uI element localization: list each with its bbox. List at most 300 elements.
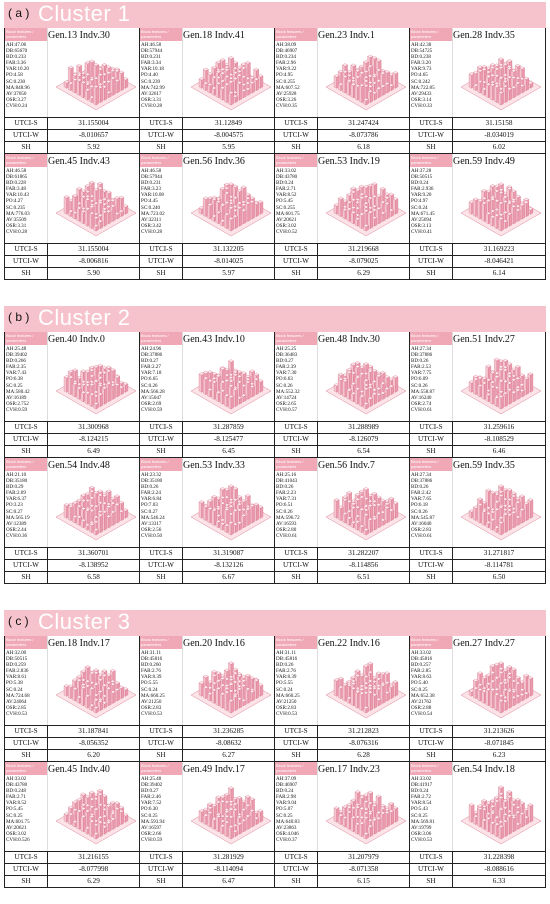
individual-cell: [410, 636, 545, 762]
sh-label: SH: [410, 268, 453, 279]
parameter-line: AV:32617: [141, 90, 162, 97]
parameter-line: AH:27.34: [411, 472, 432, 478]
parameter-line: VAR:7.75: [411, 370, 432, 377]
cell-top: [140, 28, 274, 117]
parameter-line: BD:0.266: [6, 358, 26, 365]
parameter-line: FAR:2.98: [276, 794, 296, 801]
utci-w-label: UTCI-W: [5, 560, 48, 571]
individual-cell: [140, 154, 275, 279]
sh-row: [410, 875, 545, 887]
parameter-line: FAR:2.35: [6, 364, 26, 371]
parameter-line: MA:660.25: [276, 692, 300, 699]
parameter-line: PO:6.65: [141, 376, 158, 383]
parameter-line: FAR:3.20: [411, 60, 431, 67]
block-model-illustration: [460, 46, 542, 114]
utci-w-label: UTCI-W: [275, 864, 318, 875]
parameter-title: Block features / parameters: [410, 762, 452, 775]
parameter-list: [275, 167, 317, 236]
individual-cell: [410, 762, 545, 887]
utci-w-label: UTCI-W: [140, 738, 183, 749]
parameter-line: PO:4.97: [411, 198, 428, 205]
parameter-line: FAR:2.27: [141, 364, 161, 371]
utci-s-label: UTCI-S: [140, 726, 183, 737]
cell-top: [5, 332, 139, 421]
individual-cell: [140, 636, 275, 762]
parameter-line: BD:0.24: [411, 788, 429, 795]
parameter-line: AV:16597: [141, 824, 162, 831]
cluster-header: [4, 306, 546, 332]
parameter-panel: [5, 762, 48, 851]
parameter-line: MA:580.42: [6, 388, 30, 395]
parameter-line: SC:0.24: [6, 686, 23, 693]
parameter-line: AV:35509: [6, 216, 27, 223]
parameter-line: BD:0.233: [6, 54, 26, 61]
parameter-line: OSR:3.42: [141, 222, 162, 229]
utci-w-value: -8.132126: [213, 561, 244, 569]
utci-w-value: -8.114856: [348, 561, 379, 569]
utci-w-value: -8.114094: [213, 865, 244, 873]
utci-s-value: 31.236285: [213, 727, 244, 735]
parameter-line: OSR:3.14: [411, 96, 432, 103]
utci-s-value: 31.155004: [78, 119, 109, 127]
parameter-line: BD:0.27: [141, 788, 159, 795]
parameter-line: VAR:8.39: [276, 674, 297, 681]
sh-label: SH: [275, 572, 318, 583]
parameter-line: AV:19799: [411, 824, 432, 831]
parameter-line: DB:39402: [6, 352, 28, 359]
grid-row: [5, 636, 545, 762]
cluster-tag: ( c ): [8, 614, 29, 628]
parameter-line: SC:0.27: [141, 508, 158, 515]
sh-value: 6.02: [492, 143, 506, 151]
sh-label: SH: [140, 876, 183, 887]
generation-label: Gen.45 Indv.43: [48, 156, 110, 167]
utci-w-label: UTCI-W: [410, 738, 453, 749]
sh-label: SH: [140, 572, 183, 583]
utci-s-value: 31.132205: [213, 245, 244, 253]
utci-s-label: UTCI-S: [5, 244, 48, 255]
parameter-line: AH:31.11: [276, 650, 297, 656]
parameter-line: CVH:0.28: [6, 228, 28, 235]
utci-w-row: [275, 433, 409, 445]
parameter-line: CVH:0.54: [411, 710, 433, 717]
parameter-title: Block features / parameters: [275, 458, 317, 471]
utci-w-label: UTCI-W: [275, 434, 318, 445]
utci-s-label: UTCI-S: [410, 118, 453, 129]
parameter-line: SC:0.235: [6, 204, 26, 211]
parameter-line: AH:32.00: [6, 650, 27, 656]
sh-row: [5, 267, 139, 279]
individual-cell: [410, 154, 545, 279]
parameter-line: DB:45816: [411, 656, 433, 663]
model-block: [228, 91, 233, 105]
parameter-line: CVH:0.59: [6, 406, 28, 413]
sh-label: SH: [140, 142, 183, 153]
block-model-illustration: [325, 350, 407, 418]
parameter-line: FAR:2.936: [411, 186, 434, 193]
utci-w-value: -8.071358: [348, 865, 379, 873]
sh-row: [140, 749, 274, 761]
parameter-line: MA:552.32: [276, 388, 300, 395]
parameter-line: AV:12389: [6, 520, 27, 527]
parameter-line: VAR:10.20: [6, 66, 29, 73]
sh-row: [275, 445, 409, 457]
individual-cell: [275, 28, 410, 154]
parameter-line: CVH:0.57: [276, 406, 298, 413]
utci-s-label: UTCI-S: [140, 548, 183, 559]
utci-s-row: [140, 243, 274, 255]
sh-value: 5.90: [87, 269, 100, 277]
grid-row: [5, 332, 545, 458]
utci-w-label: UTCI-W: [5, 738, 48, 749]
grid-row: [5, 28, 545, 154]
parameter-line: FAR:2.71: [6, 794, 26, 801]
grid-row: [5, 458, 545, 583]
parameter-line: PO:5.40: [411, 680, 428, 687]
parameter-line: PO:6.30: [141, 806, 158, 813]
utci-w-row: [275, 863, 409, 875]
model-block: [498, 699, 503, 713]
parameter-line: DB:54725: [411, 48, 433, 55]
parameter-line: DB:37886: [411, 478, 433, 485]
parameter-line: AH:23.32: [141, 472, 162, 478]
parameter-list: [410, 41, 452, 110]
utci-s-label: UTCI-S: [275, 852, 318, 863]
parameter-line: FAR:2.96: [276, 60, 296, 67]
block-model-illustration: [190, 476, 272, 544]
utci-s-row: [410, 243, 545, 255]
utci-w-row: [275, 255, 409, 267]
parameter-panel: [275, 636, 318, 725]
parameter-panel: [5, 154, 48, 243]
parameter-line: AV:13317: [141, 520, 162, 527]
parameter-line: VAR:7.65: [411, 496, 432, 503]
parameter-line: PO:4.45: [141, 198, 158, 205]
parameter-line: MA:671.45: [411, 210, 435, 217]
sh-value: 6.49: [87, 447, 100, 455]
model-block: [228, 521, 233, 535]
parameter-list: [275, 41, 317, 110]
generation-label: Gen.51 Indv.27: [453, 334, 515, 345]
utci-w-row: [5, 737, 139, 749]
parameter-line: CVH:0.50: [141, 532, 163, 539]
parameter-list: [140, 167, 182, 236]
utci-w-value: -8.114781: [484, 561, 514, 569]
parameter-panel: [410, 636, 453, 725]
parameter-line: FAR:2.72: [411, 794, 431, 801]
generation-label: Gen.40 Indv.0: [48, 334, 105, 345]
parameter-line: BD:0.26: [411, 484, 429, 491]
sh-label: SH: [410, 876, 453, 887]
sh-row: [275, 875, 409, 887]
sh-label: SH: [5, 142, 48, 153]
parameter-line: AH:33.02: [6, 776, 27, 782]
cell-top: [410, 636, 545, 725]
parameter-panel: [140, 636, 183, 725]
utci-s-row: [275, 725, 409, 737]
parameter-panel: [275, 332, 318, 421]
generation-label: Gen.27 Indv.27: [453, 638, 515, 649]
parameter-line: PO:4.40: [141, 72, 158, 79]
parameter-title: Block features / parameters: [5, 28, 47, 41]
sh-row: [5, 875, 139, 887]
model-block: [363, 528, 368, 535]
parameter-line: VAR:10.08: [141, 192, 164, 199]
parameter-list: [140, 649, 182, 718]
cell-top: [5, 28, 139, 117]
individual-cell: [275, 762, 410, 887]
block-model-illustration: [190, 780, 272, 848]
parameter-line: OSR:3.31: [6, 222, 27, 229]
parameter-line: DB:57944: [141, 174, 163, 181]
utci-w-row: [140, 433, 274, 445]
individual-cell: [410, 332, 545, 458]
parameter-list: [5, 41, 47, 110]
parameter-line: VAR:8.52: [6, 800, 27, 807]
parameter-line: DB:35180: [6, 478, 28, 485]
parameter-line: AH:25.16: [276, 472, 297, 478]
parameter-line: BD:0.257: [411, 662, 431, 669]
utci-w-value: -8.010657: [78, 131, 109, 139]
utci-w-row: [140, 737, 274, 749]
utci-s-value: 31.247424: [348, 119, 379, 127]
sh-label: SH: [410, 446, 453, 457]
parameter-line: FAR:2.53: [411, 364, 431, 371]
parameter-line: FAR:3.23: [141, 186, 161, 193]
parameter-line: AV:21250: [276, 698, 297, 705]
parameter-line: BD:0.26: [276, 662, 294, 669]
parameter-line: FAR:2.09: [6, 490, 26, 497]
parameter-line: PO:5.45: [276, 198, 293, 205]
cell-top: [5, 636, 139, 725]
parameter-line: SC:0.26: [411, 508, 428, 515]
sh-label: SH: [410, 750, 453, 761]
utci-w-value: -8.108529: [484, 435, 514, 443]
parameter-line: AV:16240: [411, 394, 432, 401]
parameter-title: Block features / parameters: [140, 636, 182, 649]
model-block: [228, 699, 233, 713]
utci-s-row: [5, 421, 139, 433]
parameter-line: OSR:2.85: [6, 704, 27, 711]
sh-label: SH: [5, 572, 48, 583]
utci-w-label: UTCI-W: [140, 434, 183, 445]
parameter-panel: [140, 458, 183, 547]
utci-s-row: [140, 725, 274, 737]
utci-s-row: [275, 243, 409, 255]
parameter-line: BD:0.24: [411, 180, 429, 187]
individual-cell: [5, 458, 140, 583]
individual-cell: [5, 332, 140, 458]
parameter-line: SC:0.26: [276, 382, 293, 389]
sh-label: SH: [140, 268, 183, 279]
utci-s-row: [5, 547, 139, 559]
sh-row: [410, 141, 545, 153]
parameter-line: CVH:0.61: [411, 532, 433, 539]
utci-s-value: 31.213626: [483, 727, 515, 735]
parameter-line: BD:0.26: [141, 484, 159, 491]
parameter-line: CVH:0.52: [276, 228, 298, 235]
parameter-line: SC:0.24: [411, 204, 428, 211]
utci-s-label: UTCI-S: [410, 422, 453, 433]
sh-value: 5.95: [222, 143, 235, 151]
sh-value: 6.51: [357, 573, 370, 581]
utci-w-label: UTCI-W: [410, 864, 453, 875]
parameter-line: VAR:8.39: [141, 674, 162, 681]
parameter-line: AV:23863: [276, 824, 297, 831]
parameter-line: SC:0.240: [141, 204, 161, 211]
model-block: [363, 832, 368, 839]
parameter-line: AV:37050: [6, 90, 27, 97]
sh-row: [140, 571, 274, 583]
cell-top: [275, 28, 409, 117]
utci-w-row: [5, 863, 139, 875]
individual-cell: [275, 332, 410, 458]
sh-row: [140, 875, 274, 887]
parameter-line: DB:45816: [276, 656, 298, 663]
parameter-title: Block features / parameters: [410, 636, 452, 649]
utci-s-row: [410, 725, 545, 737]
parameter-line: AH:25.48: [141, 776, 162, 782]
sh-label: SH: [5, 750, 48, 761]
model-block: [498, 91, 503, 105]
sh-value: 6.20: [87, 751, 100, 759]
utci-w-label: UTCI-W: [275, 560, 318, 571]
parameter-line: AH:24.96: [141, 346, 162, 352]
parameter-title: Block features / parameters: [140, 154, 182, 167]
parameter-line: CVH:0.526: [6, 836, 30, 843]
parameter-line: SC:0.242: [411, 78, 431, 85]
parameter-line: CVH:0.53: [6, 710, 28, 717]
sh-value: 6.67: [222, 573, 235, 581]
parameter-line: OSR:3.02: [276, 222, 297, 229]
generation-label: Gen.22 Indv.16: [318, 638, 380, 649]
utci-w-value: -8.079025: [348, 257, 379, 265]
utci-w-label: UTCI-W: [410, 256, 453, 267]
utci-w-value: -8.046421: [484, 257, 514, 265]
utci-s-row: [5, 851, 139, 863]
parameter-line: OSR:2.752: [6, 400, 29, 407]
individual-cell: [140, 332, 275, 458]
parameter-line: CVH:0.61: [276, 532, 298, 539]
sh-label: SH: [410, 572, 453, 583]
cell-top: [140, 458, 274, 547]
block-model-illustration: [55, 780, 137, 848]
model-block: [228, 217, 233, 231]
utci-s-label: UTCI-S: [410, 852, 453, 863]
sh-label: SH: [5, 268, 48, 279]
utci-s-label: UTCI-S: [5, 852, 48, 863]
block-model-illustration: [325, 780, 407, 848]
parameter-line: OSR:2.80: [276, 526, 297, 533]
utci-w-value: -8.056352: [78, 739, 109, 747]
parameter-line: CVH:0.61: [411, 406, 433, 413]
utci-s-label: UTCI-S: [140, 422, 183, 433]
generation-label: Gen.28 Indv.35: [453, 30, 515, 41]
parameter-line: BD:0.27: [276, 358, 294, 365]
model-block: [93, 706, 98, 713]
parameter-line: CVH:0.33: [411, 102, 433, 109]
block-model-illustration: [55, 654, 137, 722]
generation-label: Gen.45 Indv.40: [48, 764, 110, 775]
parameter-line: AH:46.58: [141, 168, 162, 174]
utci-s-row: [140, 851, 274, 863]
utci-s-row: [275, 421, 409, 433]
parameter-line: SC:0.24: [276, 686, 293, 693]
parameter-line: DB:41917: [411, 782, 433, 789]
generation-label: Gen.48 Indv.30: [318, 334, 380, 345]
model-block: [363, 402, 368, 409]
parameter-title: Block features / parameters: [5, 458, 47, 471]
parameter-line: VAR:10.43: [6, 192, 29, 199]
parameter-line: PO:6.38: [6, 376, 23, 383]
utci-s-value: 31.12849: [215, 119, 242, 127]
generation-label: Gen.56 Indv.7: [318, 460, 375, 471]
utci-w-label: UTCI-W: [410, 130, 453, 141]
parameter-line: VAR:7.43: [6, 370, 27, 377]
parameter-line: MA:593.94: [141, 818, 165, 825]
parameter-line: BD:0.260: [141, 662, 161, 669]
model-block: [363, 224, 368, 231]
parameter-line: MA:722.85: [411, 84, 435, 91]
parameter-line: OSR:3.31: [141, 96, 162, 103]
utci-s-value: 31.287859: [213, 423, 244, 431]
utci-w-label: UTCI-W: [410, 434, 453, 445]
generation-label: Gen.17 Indv.23: [318, 764, 380, 775]
parameter-line: AH:33.02: [276, 168, 297, 174]
cell-top: [275, 762, 409, 851]
block-model-illustration: [460, 654, 542, 722]
model-block: [363, 98, 368, 105]
parameter-line: VAR:7.52: [141, 800, 162, 807]
sh-value: 6.50: [492, 573, 506, 581]
cell-top: [410, 762, 545, 851]
sh-row: [5, 141, 139, 153]
utci-w-label: UTCI-W: [5, 864, 48, 875]
utci-s-row: [5, 725, 139, 737]
parameter-line: MA:742.99: [141, 84, 165, 91]
utci-w-value: -8.08632: [215, 739, 242, 747]
parameter-line: FAR:2.42: [411, 490, 431, 497]
sh-row: [5, 445, 139, 457]
generation-label: Gen.53 Indv.33: [183, 460, 245, 471]
parameter-panel: [140, 28, 183, 117]
utci-s-value: 31.219668: [348, 245, 379, 253]
individual-cell: [5, 154, 140, 279]
parameter-line: VAR:9.20: [411, 192, 432, 199]
block-model-illustration: [460, 476, 542, 544]
utci-w-value: -8.077998: [78, 865, 109, 873]
utci-s-value: 31.187841: [78, 727, 109, 735]
parameter-line: AV:16593: [276, 520, 297, 527]
utci-s-row: [275, 547, 409, 559]
individual-cell: [410, 28, 545, 154]
parameter-line: CVH:0.28: [141, 228, 163, 235]
utci-s-value: 31.281929: [213, 853, 244, 861]
parameter-line: SC:0.239: [141, 78, 161, 85]
sh-label: SH: [275, 142, 318, 153]
utci-w-row: [5, 433, 139, 445]
parameter-line: DB:36483: [276, 352, 298, 359]
utci-w-label: UTCI-W: [140, 864, 183, 875]
utci-s-label: UTCI-S: [5, 118, 48, 129]
cluster-title: Cluster 3: [38, 609, 131, 634]
sh-label: SH: [140, 446, 183, 457]
parameter-line: DB:43780: [276, 174, 298, 181]
block-model-illustration: [55, 476, 137, 544]
utci-s-label: UTCI-S: [275, 726, 318, 737]
cluster-panel: [4, 609, 546, 885]
parameter-line: PO:5.07: [276, 806, 293, 813]
